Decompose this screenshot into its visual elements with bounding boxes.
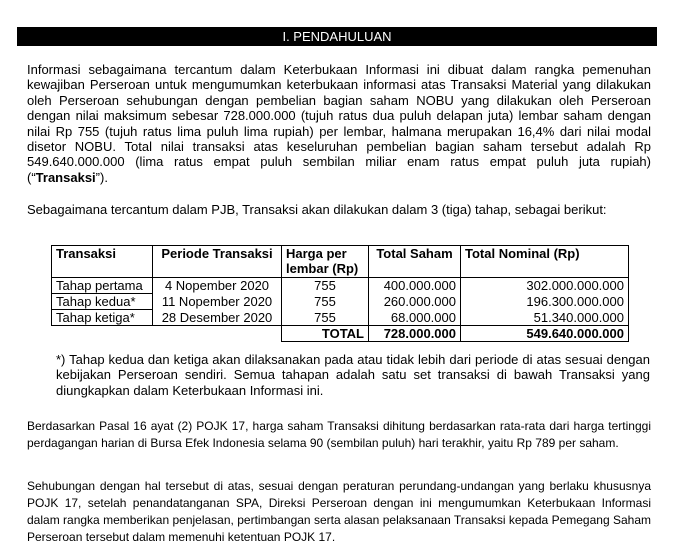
row-saham: 400.000.000 [369,278,461,294]
row-saham: 260.000.000 [369,294,461,310]
row-periode: 28 Desember 2020 [153,310,282,326]
row-periode: 4 Nopember 2020 [153,278,282,294]
transaksi-term: Transaksi [35,169,96,185]
closing-paragraph: Sehubungan dengan hal tersebut di atas, sesuai dengan peraturan perundang-undangan yang berlaku khususnya POJK 17, setelah penandatanganan SPA, Direksi Perseroan dengan ini mengumumkan Keterbukaan Informasi dalam rangka memberikan penjelasan, pertimbangan serta alasan pelaksanaan Transaksi kepada Pemegang Saham Perseroan tersebut dalam memenuhi ketentuan POJK 17. [27,479,651,544]
total-saham: 728.000.000 [369,326,461,342]
pojk-paragraph: Berdasarkan Pasal 16 ayat (2) POJK 17, harga saham Transaksi dihitung berdasarkan rata-rata dari harga tertinggi perdagangan harian di Bursa Efek Indonesia selama 90 (sembilan puluh) hari terakhir, yaitu Rp 789 per saham. [27,419,651,450]
table-row [52,278,629,294]
row-harga: 755 [282,294,369,310]
intro-paragraph [27,62,651,185]
intro-text: Informasi sebagaimana tercantum dalam Keterbukaan Informasi ini dibuat dalam rangka pemenuhan kewajiban Perseroan untuk mengumumkan keterbukaan informasi atas Transaksi Material yang dilakukan oleh Perseroan sehubungan dengan pembelian bagian saham NOBU yang dilakukan oleh Perseroan dengan nilai maksimum sebesar 728.000.000 (tujuh ratus dua puluh delapan juta) lembar saham dengan nilai Rp 755 (tujuh ratus lima puluh lima rupiah) per lembar, halmana merupakan 16,4% dari nilai modal disetor NOBU. Total nilai transaksi atas keseluruhan pembelian bagian saham tersebut adalah Rp 549.640.000.000 (lima ratus empat puluh sembilan miliar enam ratus empat puluh juta rupiah) (“ [27,62,651,185]
section-title: I. PENDAHULUAN [282,29,392,44]
col-harga: Harga per lembar (Rp) [282,246,369,278]
intro-text-end: ”). [95,169,108,185]
table-row [52,310,629,326]
transaction-table [51,245,629,342]
row-nominal: 302.000.000.000 [461,278,629,294]
row-nominal: 196.300.000.000 [461,294,629,310]
table-total-row [52,326,629,342]
pjb-paragraph: Sebagaimana tercantum dalam PJB, Transaksi akan dilakukan dalam 3 (tiga) tahap, sebagai berikut: [27,202,607,217]
row-harga: 755 [282,310,369,326]
col-periode: Periode Transaksi [153,246,282,278]
row-nominal: 51.340.000.000 [461,310,629,326]
col-nominal: Total Nominal (Rp) [461,246,629,278]
section-header [17,27,657,46]
row-saham: 68.000.000 [369,310,461,326]
row-label: Tahap ketiga* [52,310,153,326]
col-saham: Total Saham [369,246,461,278]
row-label: Tahap kedua* [52,294,153,310]
col-transaksi: Transaksi [52,246,153,278]
table-header-row [52,246,629,278]
row-harga: 755 [282,278,369,294]
total-nominal: 549.640.000.000 [461,326,629,342]
row-periode: 11 Nopember 2020 [153,294,282,310]
total-label: TOTAL [282,326,369,342]
row-label: Tahap pertama [52,278,153,294]
table-row [52,294,629,310]
footnote: *) Tahap kedua dan ketiga akan dilaksanakan pada atau tidak lebih dari periode di atas sesuai dengan kebijakan Perseroan sendiri. Semua tahapan adalah satu set transaksi di bawah Transaksi yang diungkapkan dalam Keterbukaan Informasi ini. [56,352,650,398]
